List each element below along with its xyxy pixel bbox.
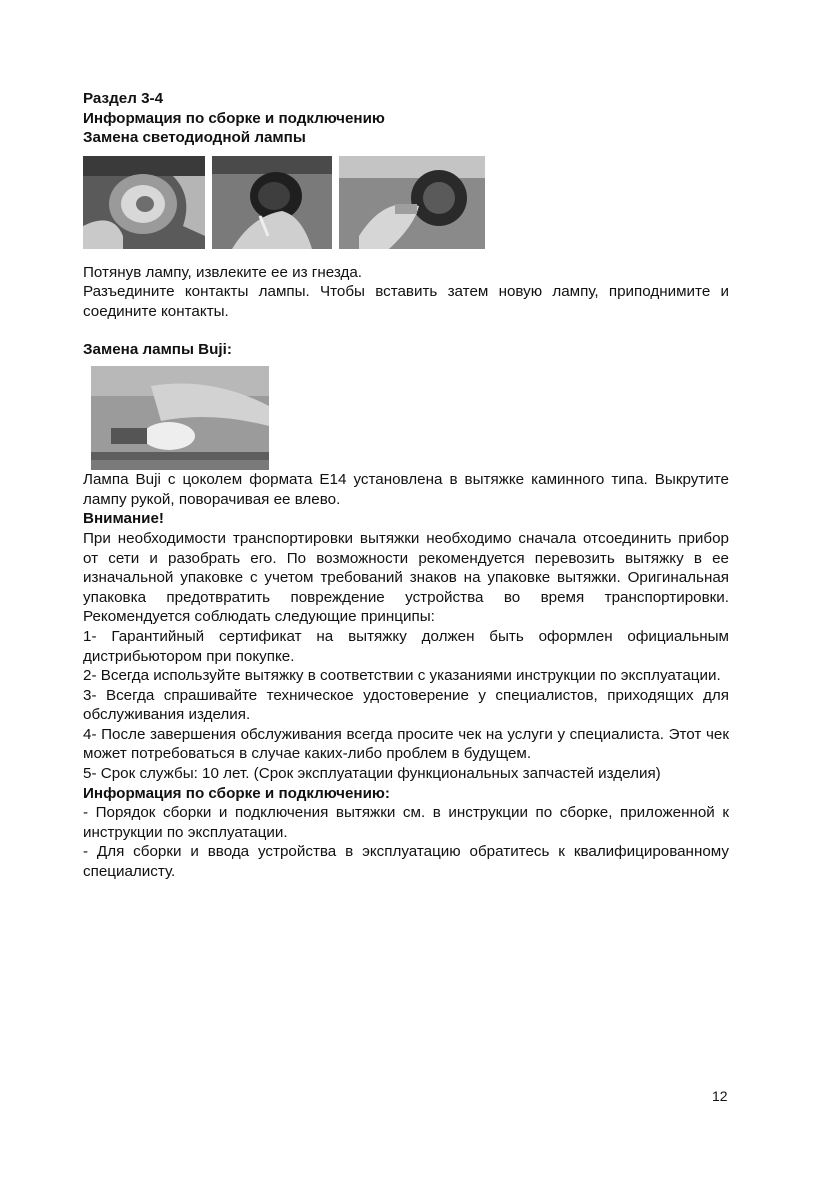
principle-item: 2- Всегда используйте вытяжку в соответствии с указаниями инструкции по эксплуатации. [83, 667, 721, 685]
attention-heading: Внимание! [83, 510, 164, 528]
page-content [83, 89, 729, 882]
led-text-1: Потянув лампу, извлеките ее из гнезда. [83, 263, 362, 281]
led-text-2: Разъедините контакты лампы. Чтобы вставить затем новую лампу, приподнимите и соедините контакты. [83, 283, 729, 320]
led-photo-3 [339, 156, 485, 249]
led-lamp-heading: Замена светодиодной лампы [83, 129, 306, 147]
led-photo-2 [212, 156, 332, 249]
page-number: 12 [712, 1088, 728, 1104]
principle-item: 5- Срок службы: 10 лет. (Срок эксплуатации функциональных запчастей изделия) [83, 765, 661, 783]
section-number: Раздел 3-4 [83, 90, 164, 107]
buji-text: Лампа Buji с цоколем формата Е14 установлена в вытяжке каминного типа. Выкрутите лампу рукой, поворачивая ее влево. [83, 471, 729, 508]
led-photo-1 [83, 156, 205, 249]
principle-item: 4- После завершения обслуживания всегда просите чек на услуги у специалиста. Этот чек может потребоваться в случае каких-либо проблем в будущем. [83, 725, 729, 763]
principle-item: 1- Гарантийный сертификат на вытяжку должен быть оформлен официальным дистрибьютором при покупке. [83, 627, 729, 665]
assembly-item: - Порядок сборки и подключения вытяжки см. в инструкции по сборке, приложенной к инструкции по эксплуатации. [83, 804, 729, 841]
led-lamp-photos [83, 156, 729, 249]
assembly-item: - Для сборки и ввода устройства в эксплуатацию обратитесь к квалифицированному специалисту. [83, 843, 729, 881]
buji-lamp-heading: Замена лампы Buji: [83, 340, 232, 358]
assembly-heading: Информация по сборке и подключению: [83, 784, 390, 802]
principle-item: 3- Всегда спрашивайте техническое удостоверение у специалистов, приходящих для обслуживания изделия. [83, 686, 729, 724]
section-title: Информация по сборке и подключению [83, 109, 385, 127]
buji-lamp-photo [91, 366, 269, 470]
attention-text: При необходимости транспортировки вытяжки необходимо сначала отсоединить прибор от сети и разобрать его. По возможности рекомендуется перевозить вытяжку в ее изначальной упаковке с учетом требований знаков на упаковке вытяжки. Оригинальная упаковка предотвратить повреждение устройства во время транспортировки. Рекомендуется соблюдать следующие принципы: [83, 529, 729, 626]
